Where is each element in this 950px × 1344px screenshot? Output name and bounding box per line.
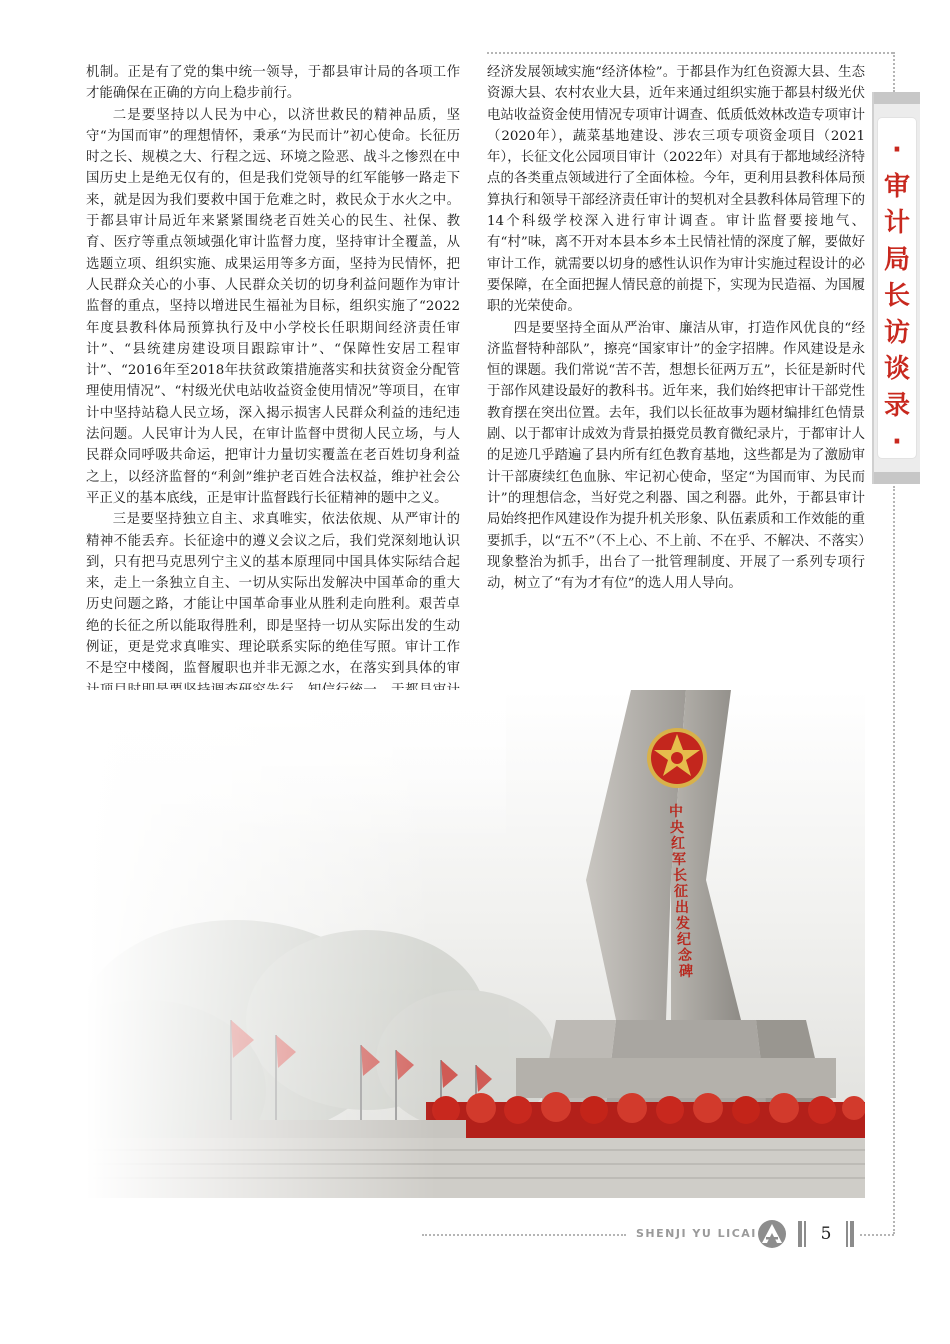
footer-dotted-line-right — [860, 1234, 894, 1236]
section-title-char: 局 — [883, 244, 910, 275]
page-number: 5 — [820, 1224, 832, 1244]
top-dotted-border — [487, 52, 893, 54]
footer-dotted-line-left — [422, 1234, 626, 1236]
section-title-char: 长 — [883, 281, 910, 311]
article-column-right — [487, 62, 865, 594]
section-title-char: 访 — [883, 317, 910, 348]
page-bracket-right — [850, 1221, 854, 1247]
right-dotted-border-lower — [893, 486, 895, 1234]
section-tab-top-bar — [874, 92, 920, 104]
section-tab-bottom-bar — [874, 472, 920, 484]
section-title-char: · — [892, 427, 902, 457]
page-bracket-right-inner — [846, 1221, 848, 1247]
page-footer — [0, 1215, 950, 1255]
section-title-char: 录 — [883, 390, 910, 421]
monument-photo — [86, 690, 865, 1198]
journal-name: SHENJI YU LICAI — [636, 1227, 757, 1240]
article-paragraph: 机制。正是有了党的集中统一领导，于都县审计局的各项工作才能确保在正确的方向上稳步前行。 — [86, 65, 460, 102]
section-title-char: 谈 — [883, 354, 910, 384]
photo-top-fade — [86, 690, 506, 1198]
article-paragraph: 四是要坚持全面从严治审、廉洁从审，打造作风优良的“经济监督特种部队”，擦亮“国家审计”的金字招牌。作风建设是永恒的课题。我们常说“苦不苦，想想长征两万五”，长征是新时代于部作风建设最好的教科书。近年来，我们始终把审计干部党性教育摆在突出位置。去年，我们以长征故事为题材编排红色情景剧、以于都审计成效为背景拍摄党员教育微纪录片，于都审计人的足迹几乎踏遍了县内所有红色教育基地，这些都是为了激励审计干部赓续红色血脉、牢记初心使命，坚定“为国而审、为民而计”的理想信念，当好党之利器、国之利器。此外，于都县审计局始终把作风建设作为提升机关形象、队伍素质和工作效能的重要抓手，以“五不”（不上心、不上前、不在乎、不解决、不落实）现象整治为抓手，出台了一批管理制度、开展了一系列专项行动，树立了“有为才有位”的选人用人导向。 — [487, 320, 865, 592]
article-paragraph: 二是要坚持以人民为中心，以济世救民的精神品质，坚守“为国而审”的理想情怀，秉承“为民而计”初心使命。长征历时之长、规模之大、行程之远、环境之险恶、战斗之惨烈在中国历史上是绝无仅有的，但是我们党领导的红军能够一路走下来，就是因为我们要救中国于危难之时，救民众于水火之中。于都县审计局近年来紧紧围绕老百姓关心的民生、社保、教育、医疗等重点领域强化审计监督力度，坚持审计全覆盖，从选题立项、组织实施、成果运用等多方面，坚持为民情怀，把人民群众关心的小事、人民群众关切的切身利益问题作为审计监督的重点，坚持以增进民生福祉为目标，组织实施了“2022年度县教科体局预算执行及中小学校长任职期间经济责任审计”、“县统建房建设项目跟踪审计”、“保障性安居工程审计”、“2016年至2018年扶贫政策措施落实和扶贫资金分配管理使用情况”、“村级光伏电站收益资金使用情况”等项目，在审计中坚持站稳人民立场，深入揭示损害人民群众利益的违纪违法问题。人民审计为人民，在审计监督中贯彻人民立场，与人民群众同呼吸共命运，把审计力量切实覆盖在老百姓切身利益之上，以经济监督的“利剑”维护老百姓合法权益，维护社会公平正义的基本底线，正是审计监督践行长征精神的题中之义。 — [86, 107, 460, 506]
journal-logo-icon — [757, 1219, 787, 1249]
section-title-char: 审 — [883, 171, 910, 202]
page-bracket-left — [798, 1221, 802, 1247]
right-dotted-border — [893, 52, 895, 92]
section-title — [878, 132, 916, 461]
section-title-char: 计 — [883, 208, 910, 238]
section-tab — [872, 92, 920, 484]
section-title-char: · — [892, 135, 902, 165]
article-paragraph: 三是要坚持独立自主、求真唯实，依法依规、从严审计的精神不能丢弃。长征途中的遵义会议之后，我们党深刻地认识到，只有把马克思列宁主义的基本原理同中国具体实际结合起来，走上一条独立自主、一切从实际出发解决中国革命的重大历史问题之路，才能让中国革命事业从胜利走向胜利。艰苦卓绝的长征之所以能取得胜利，即是坚持一切从实际出发的生动例证，更是党求真唯实、理论联系实际的绝佳写照。审计工作不是空中楼阁，监督履职也并非无源之水，在落实到具体的审 — [86, 512, 460, 677]
article-paragraph: 经济发展领域实施“经济体检”。于都县作为红色资源大县、生态资源大县、农村农业大县，近年来通过组织实施于都县村级光伏电站收益资金使用情况专项审计调查、低质低效林改造专项审计（2020年），蔬菜基地建设、涉农三项专项资金项目（2021年），长征文化公园项目审计（2022年）对具有于都地域经济特点的各类重点领域进行了全面体检。今年，更利用县教科体局预算执行和领导干部经济责任审计的契机对全县教科体局管理下的14个科级学校深入进行审计调查。审计监督要接地气、有“村”味，离不开对本县本乡本土民情社情的深度了解，要做好审计工作，就需要以切身的感性认识作为审计实施过程设计的必要保障，在全面把握人情民意的前提下，实现为民造福、为国履职的光荣使命。 — [487, 65, 865, 315]
